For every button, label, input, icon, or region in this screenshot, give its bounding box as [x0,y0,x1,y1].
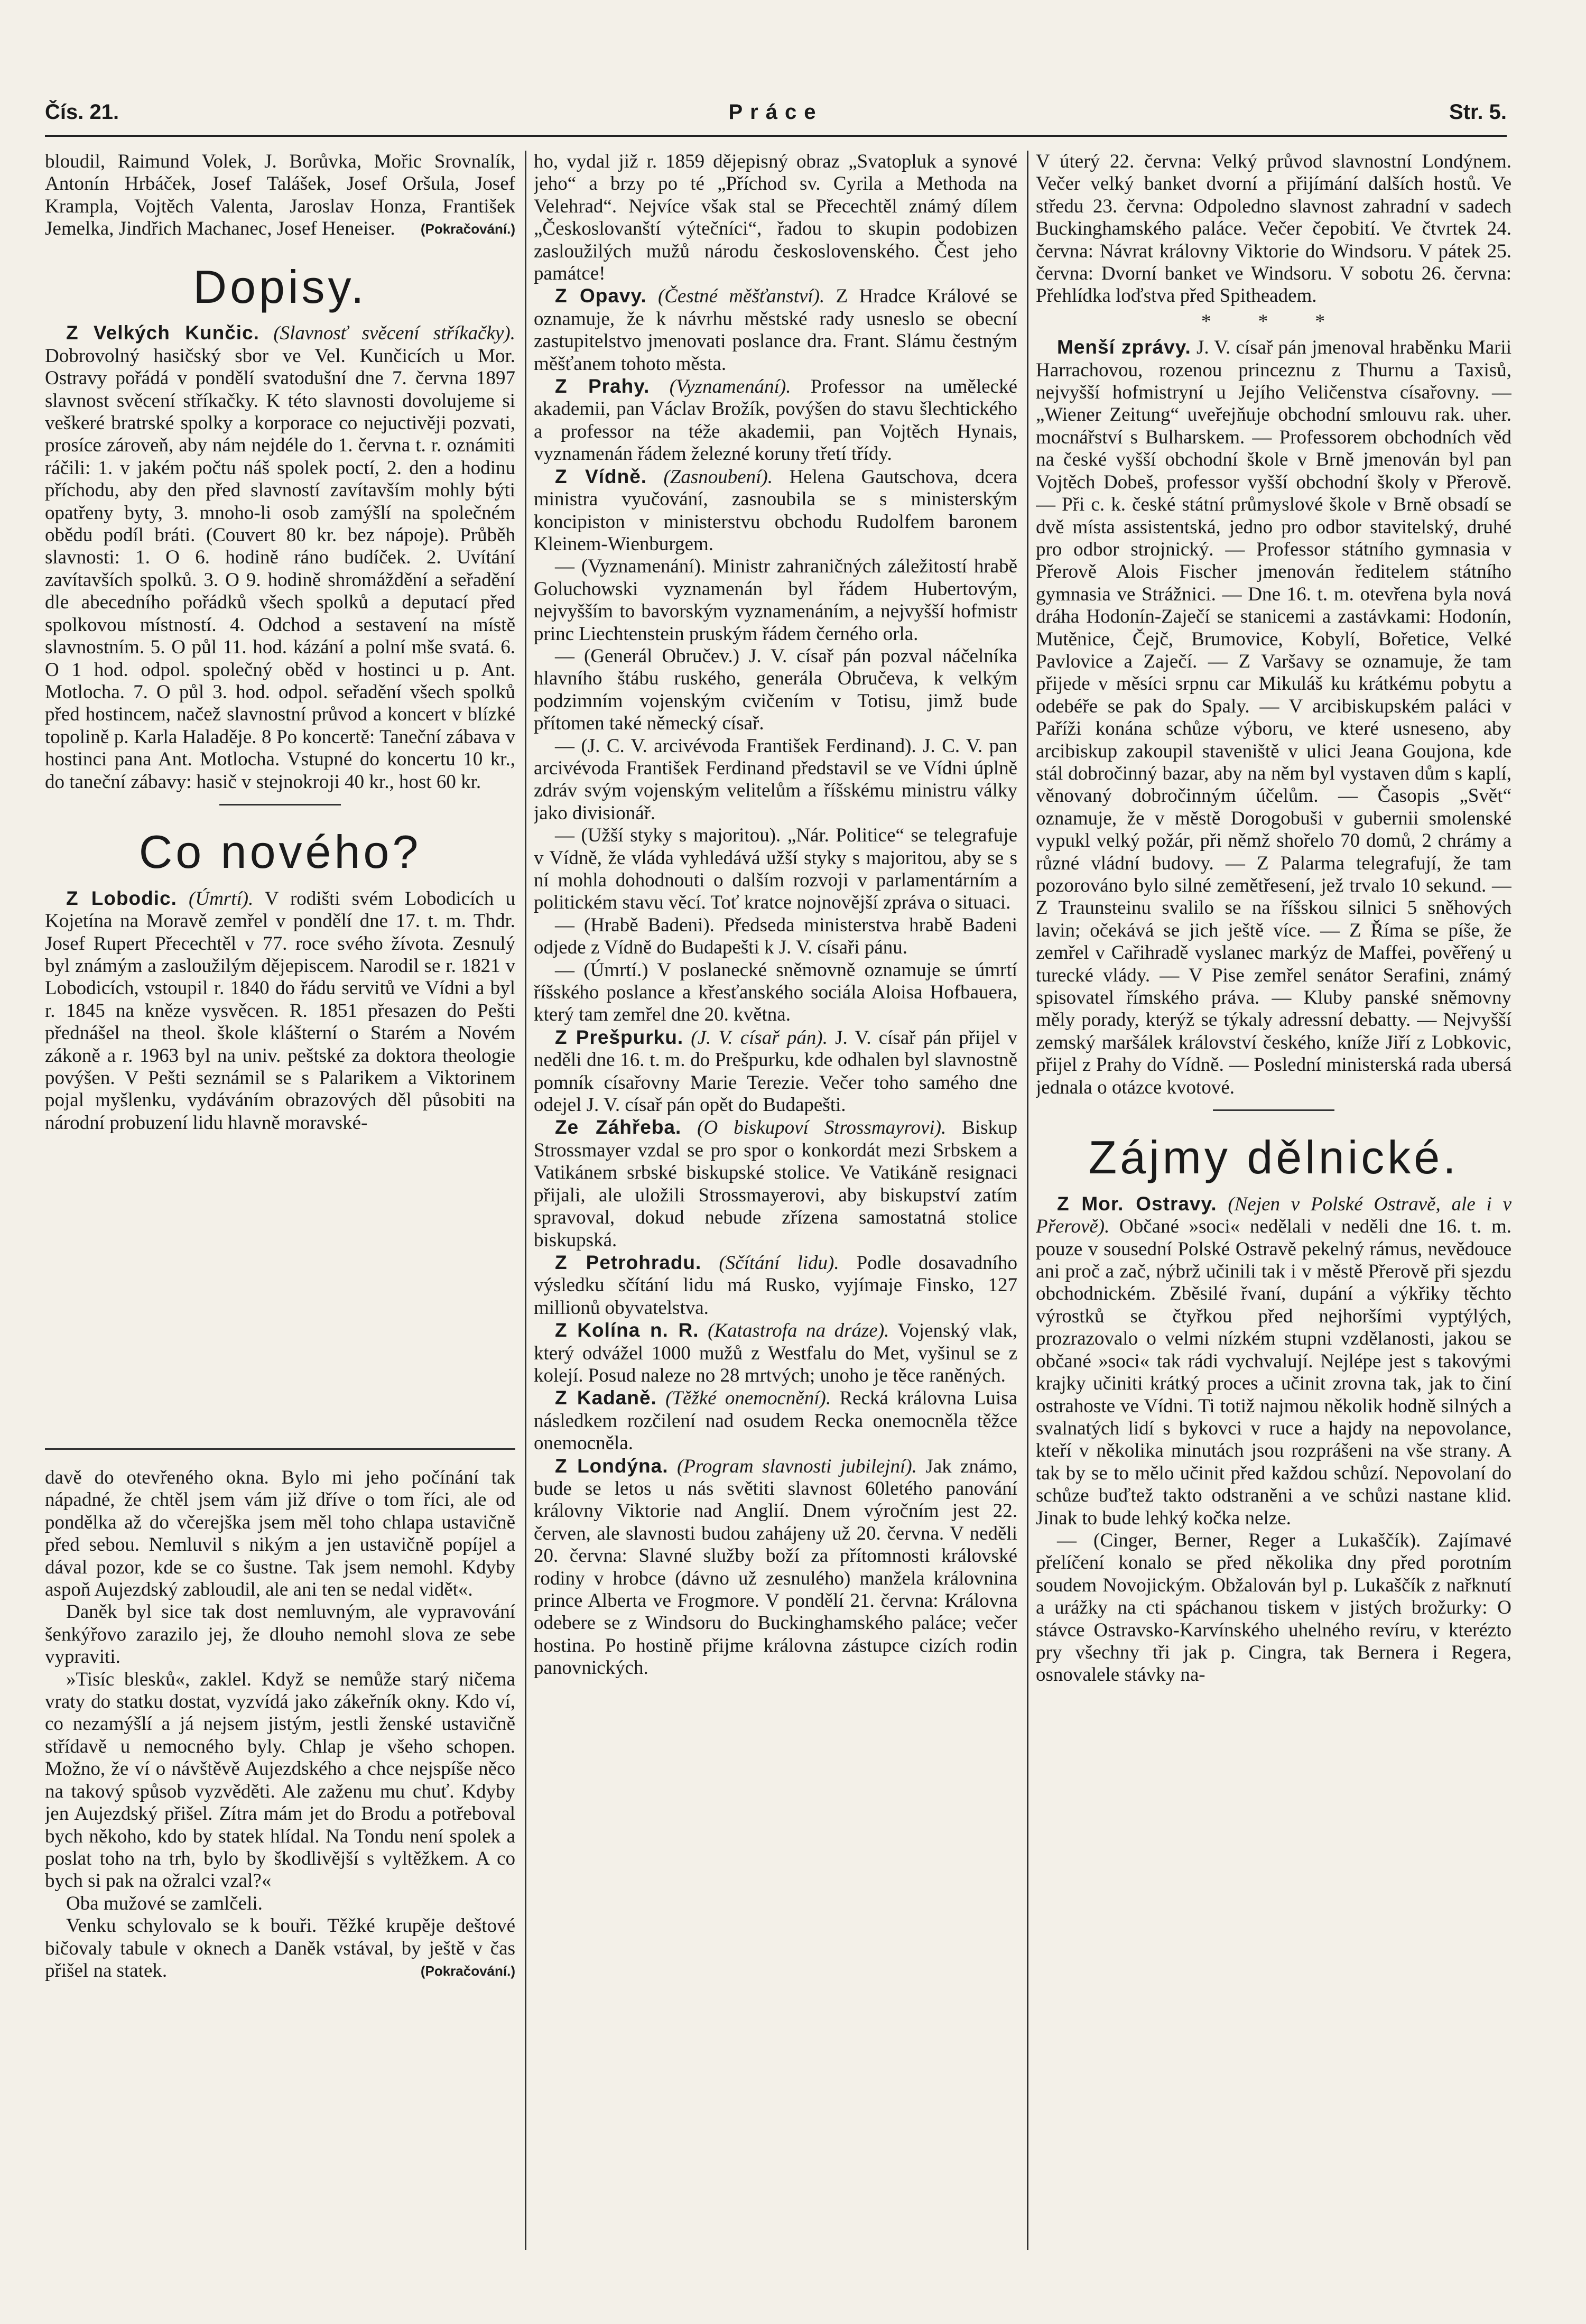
section-rule [1213,1109,1334,1111]
article-paragraph: — (Užší styky s majoritou). „Nár. Politice“ se telegrafuje v Vídně, že vláda vyhledává užší styky s majoritou, aby se s ní mohla dohodnouti o dalším rozvoji v parlamentárním a politickém stavu věcí. Toť kratce nojnovější zpráva o situaci. [534,825,1017,914]
issue-number: Čís. 21. [45,100,119,124]
article-subtitle: (O biskupoví Strossmayrovi). [697,1117,947,1139]
article-lead: Z Mor. Ostravy. [1057,1192,1217,1215]
story-paragraph: davě do otevřeného okna. Bylo mi jeho počínání tak nápadné, že chtěl jsem vám již dříve o tom říci, ale od pondělka až do včerejška jsem měl toho chlapa ustavičně před sebou. Nemluvil s nikým a jen ustavičně popíjel a dával pozor, kde se co šustne. Tak jsem nemohl. Kdyby aspoň Aujezdský zabloudil, ale ani ten se nedal vidět«. [45,1467,515,1601]
page-number: Str. 5. [1449,100,1507,124]
header-rule [45,135,1507,137]
article-paragraph: bloudil, Raimund Volek, J. Borůvka, Mořic Srovnalík, Antonín Hrbáček, Josef Talášek, Josef Oršula, Josef Krampla, Vojtěch Valenta, Jaroslav Honza, František Jemelka, Jindřich Machanec, Josef Heneiser. (Pokračování.) [45,151,515,240]
article-lead: Z Petrohradu. [555,1251,702,1273]
article-subtitle: (Úmrtí). [189,887,254,910]
article-subtitle: (Sčítání lidu). [719,1252,839,1274]
article-paragraph: Z Opavy. (Čestné měšťanství). Z Hradce Králové se oznamuje, že k návrhu městské rady usneslo se obecní zastupitelstvo jmenovati poslance dra. Frant. Slámu čestným měšťanem tohoto města. [534,285,1017,375]
column-divider [1027,151,1028,2250]
article-paragraph: Ze Záhřeba. (O biskupoví Strossmayrovi). Biskup Strossmayer vzdal se pro spor o konkordát mezi Srbskem a Vatikánem srbské biskupské stolice. Ve Vatikáně resignaci přijali, ale uložili Strossmayerovi, aby biskupství zatím spravoval, dokud nebude zřízena samostatná stolice biskupská. [534,1116,1017,1251]
article-paragraph: Z Petrohradu. (Sčítání lidu). Podle dosavadního výsledku sčítání lidu má Rusko, vyjímaje Finsko, 127 millionů obyvatelstva. [534,1251,1017,1319]
article-paragraph: — (Hrabě Badeni). Předseda ministerstva hrabě Badeni odjede z Vídně do Budapešti k J. V. císaři pánu. [534,914,1017,959]
article-paragraph: Z Kadaně. (Těžké onemocnění). Recká královna Luisa následkem rozčilení nad osudem Recka onemocněla těžce onemocněla. [534,1387,1017,1455]
article-lead: Z Prahy. [555,375,650,397]
column-3 [1036,151,1511,2250]
article-paragraph: Z Velkých Kunčic. (Slavnosť svěcení stříkačky). Dobrovolný hasičský sbor ve Vel. Kunčicích u Mor. Ostravy pořádá v pondělí svatodušní dne 7. června 1897 slavnost svěcení stříkačky. K této slavnosti dovolujeme si veškeré bratrské spolky a korporace co nejuctivěji pozvati, prosíce zároveň, aby nám nejdéle do 1. června t. r. oznámiti ráčili: 1. v jakém počtu náš spolek poctí, 2. den a hodinu příchodu, aby den před slavností zavítavším mohly býti opatřeny byty, 3. mnoho-li osob zamýšlí na společném obědu podíl bráti. (Couvert 80 kr. bez nápoje). Průběh slavnosti: 1. O 6. hodině ráno budíček. 2. Uvítání zavítavších spolků. 3. O 9. hodině shromáždění a seřadění dle abecedního pořádků všech spolků a deputací před spolkovou místností. 4. Odchod a sestavení na místě slavnostním. 5. O půl 11. hod. kázání a polní mše svatá. 6. O 1 hod. odpol. společný oběd v hostinci u p. Ant. Motlocha. 7. O půl 3. hod. odpol. seřadění všech spolků před hostincem, načež slavnostní průvod a koncert v blízké topolině p. Karla Haladěje. 8 Po koncertě: Taneční zábava v hostinci pana Ant. Motlocha. Vstupné do koncertu 10 kr., do taneční zábavy: hasič v stejnokroji 40 kr., host 60 kr. [45,322,515,793]
feuilleton [45,1467,515,1982]
article-paragraph: — (Vyznamenání). Ministr zahraničných záležitostí hrabě Goluchowski vyznamenán byl řádem Hubertovým, nejvyšším to bavorským vyznamenáním, a nejvyšší hofmistr princ Liechtenstein pruským řádem černého orla. [534,555,1017,645]
article-paragraph: — (Úmrtí.) V poslanecké sněmovně oznamuje se úmrtí říšského poslance a křesťanského sociála Aloisa Hofbauera, který tam zemřel dne 20. května. [534,959,1017,1026]
story-paragraph: Daněk byl sice tak dost nemluvným, ale vypravování šenkýřovo zarazilo jej, že dlouho nemohl slova ze sebe vypraviti. [45,1601,515,1668]
article-paragraph: — (J. C. V. arcivévoda František Ferdinand). J. C. V. pan arcivévoda František Ferdinand představil se ve Vídni úplně zdráv svým vojenským velitelům a říšskému ministru války jako divisionář. [534,735,1017,824]
continuation-note: (Pokračování.) [420,1962,515,1979]
section-heading-zajmy: Zájmy dělnické. [1088,1131,1459,1184]
article-subtitle: (Nejen v Polské Ostravě, ale i v Přerově). [1036,1193,1511,1238]
column-1 [45,151,515,2250]
article-lead: Z Kolína n. R. [555,1319,699,1341]
article-paragraph: ho, vydal již r. 1859 dějepisný obraz „Svatopluk a synové jeho“ a brzy po té „Příchod sv. Cyrila a Methoda na Velehrad“. Nejvíce však stal se Přecechtěl známý dílem „Českoslovanští výtečníci“, řadou to skupin podobizen zasloužilých mužů národu československého. Čest jeho památce! [534,151,1017,285]
article-subtitle: (Program slavnosti jubilejní). [676,1455,917,1477]
column-2 [534,151,1017,2250]
article-lead: Z Prešpurku. [555,1026,684,1048]
continuation-note: (Pokračování.) [420,221,515,237]
article-paragraph: Z Lobodic. (Úmrtí). V rodišti svém Lobodicích u Kojetína na Moravě zemřel v pondělí dne 17. t. m. Thdr. Josef Rupert Přecechtěl v 77. roce svého žívota. Zesnulý byl známým a zasloužilým dějepiscem. Narodil se r. 1821 v Lobodicích, vstoupil r. 1840 do řádu servitů ve Vídni a byl r. 1845 na kněze vysvěcen. R. 1851 přesazen do Pešti přednášel na theol. škole klášterní o Starém a Novém zákoně a r. 1963 byl na univ. peštské za doktora theologie povýšen. V Pešti seznámil se s Palarikem a Viktorinem pojal myšlenku, vydáváním obrazových děl působiti na národní probuzení lidu hlavně moravské- [45,887,515,1134]
article-paragraph: Z Mor. Ostravy. (Nejen v Polské Ostravě, ale i v Přerově). Občané »soci« nedělali v neděli dne 16. t. m. pouze v sousední Polské Ostravě pekelný rámus, nevědouce ani proč a zač, nýbrž učinili tak i v městě Přerově při sjezdu obchodnickém. Zběsilé řvaní, dupání a výkřiky těchto výrostků se čtyřkou před nejhoršími vyptýlých, prozrazovalo o velmi nízkém stupni vzdělanosti, jakou se občané »soci« tak rádi vychvalují. Nejlépe jest s takovými krajky učiniti krátký proces a učinit zrovna tak, jak to činí ostrahoste ve Vídni. Ti totiž najmou několik hodně silných a svalnatých lidí s bykovci v ruce a hajdy na nepovolance, kteří v několika minutách jsou rozprášeni na vše strany. A tak by se to mělo učinit před každou schůzí. Nepovolaní do schůze buďtež takto odstraněni a ve schůzi nastane klid. Jinak to bude lehký kočka nelze. [1036,1192,1511,1529]
article-paragraph: Z Prahy. (Vyznamenání). Professor na umělecké akademii, pan Václav Brožík, povýšen do stavu šlechtického a professor na téže akademii, pan Vojtěch Hynais, vyznamenán řádem železné koruny třetí třídy. [534,375,1017,465]
section-rule [219,804,341,805]
story-paragraph: Oba mužové se zamlčeli. [66,1892,263,1914]
article-paragraph: — (Generál Obručev.) J. V. císař pán pozval náčelníka hlavního štábu ruského, generála Obručeva, k velkým podzimním vojenským cvičením v Totisu, jimž bude přítomen také německý císař. [534,645,1017,735]
article-subtitle: (Čestné měšťanství). [657,285,825,308]
asterism: * * * [1201,310,1346,332]
section-heading-dopisy: Dopisy. [193,260,367,313]
article-paragraph: — (Cinger, Berner, Reger a Lukaščík). Zajímavé přelíčení konalo se před několika dny před porotním soudem Novojickým. Obžalován byl p. Lukaščík z nařknutí a urážky na cti spáchanou tiskem v jistých brožurky: O stávce Ostravsko-Karvínského uhelného revíru, v kterézto pry všechny tři jak p. Cingra, tak Bernera i Regera, osnovalele stávky na- [1036,1529,1511,1686]
article-subtitle: (Zasnoubení). [663,466,773,488]
article-subtitle: (Slavnosť svěcení stříkačky). [273,322,515,345]
article-lead: Z Vídně. [555,465,647,487]
article-lead: Z Lobodic. [66,887,177,909]
article-lead: Z Kadaně. [555,1387,657,1409]
article-lead: Z Velkých Kunčic. [66,322,259,344]
article-paragraph: Menší zprávy. J. V. císař pán jmenoval hraběnku Marii Harrachovou, rozenou princeznu z Thurnu a Taxisů, nejvyšší hofmistryní u Jejího Veličenstva císařovny. — „Wiener Zeitung“ uveřejňuje obchodní smlouvu rak. uher. mocnářství s Bulharskem. — Professorem obchodních věd na české vyšší obchodní škole v Brně jmenován byl pan Vojtěch Dobeš, professor vyšší obchodní školy v Přerově. — Při c. k. české státní průmyslové škole v Brně obsadí se dvě místa assistentská, jedno pro odbor stavitelský, druhé pro odbor strojnický. — Professor státního gymnasia v Přerově Alois Fischer jmenován ředitelem státního gymnasia ve Strážnici. — Dne 16. t. m. otevřena byla nová dráha Hodonín-Zaječí se stanicemi a zastávkami: Hodonín, Mutěnice, Čejč, Brumovice, Kobylí, Bořetice, Velké Pavlovice a Zaječí. — Z Varšavy se oznamuje, že tam přijede v měsíci srpnu car Mikuláš ku krátkému pobytu a odebéře se pak do Spaly. — V arcibiskupském paláci v Paříži konána schůze výboru, ve které usneseno, aby arcibiskup zakoupil staveniště v ulici Jeana Goujona, kde stál dobročinný bazar, aby na něm byl vystaven dům s kaplí, věnovaný dobročinným účelům. — Časopis „Svět“ oznamuje, že v městě Dorogobuši v gubernii smolenské vypukl velký požár, při němž shořelo 70 domů, 2 chrámy a různé vládní budovy. — Z Palarma telegrafují, že tam pozorováno bylo silné zemětřesení, jež trvalo 10 sekund. — Z Traunsteinu svalilo se na říšskou silnici 5 sněhových lavin; očekává se jich ještě více. — Z Říma se píše, že zemřel v Cařihradě vyslanec markýz de Maffei, pověřený u turecké vlády. — V Pise zemřel senátor Serafini, známý spisovatel římského práva. — Kluby panské sněmovny měly porady, kterýž se týkaly adressní debatty. — Nejvyšší zemský maršálek království českého, kníže Jiří z Lobkovic, přijel z Prahy do Vídně. — Poslední ministerská rada ubersá jednala o otázce kvotové. [1036,336,1511,1098]
article-subtitle: (Vyznamenání). [669,376,791,398]
article-subtitle: (Katastrofa na dráze). [708,1320,889,1342]
article-paragraph: Z Vídně. (Zasnoubení). Helena Gautschova, dcera ministra vyučování, zasnoubila se s ministerským koncipiston v ministerstvu obchodu Rudolfem baronem Kleinem-Wienburgem. [534,465,1017,555]
story-paragraph: »Tisíc blesků«, zaklel. Když se nemůže starý ničema vraty do statku dostat, vyzvídá jako zákeřník okny. Kdo ví, co nezamýšlí a já nejsem jistým, jestli ženské ustavičně střídavě u nemocného byly. Chlap je všeho schopen. Možno, že ví o návštěvě Aujezdského a chce nejspíše něco na takový spůsob vyzvěděti. Ale zaženu mu chuť. Kdyby jen Aujezdský přišel. Zítra mám jet do Brodu a potřeboval bych někoho, kdo by statek hlídal. Na Tondu není spolek a poslat toho na trh, bylo by škodlivější s vyltěžkem. A co bych si pak na ožralci vzal?« [45,1668,515,1892]
article-subtitle: (J. V. císař pán). [691,1026,828,1049]
article-subtitle: (Těžké onemocnění). [665,1387,831,1410]
article-lead: Menší zprávy. [1057,336,1191,358]
feuilleton-rule [45,1448,515,1450]
article-lead: Z Londýna. [555,1455,669,1477]
article-lead: Z Opavy. [555,285,647,307]
article-paragraph: Z Prešpurku. (J. V. císař pán). J. V. císař pán přijel v neděli dne 16. t. m. do Prešpurku, kde odhalen byl slavnostně pomník císařovny Marie Terezie. Večer toho samého dne odejel J. V. císař pán opět do Budapešti. [534,1026,1017,1116]
article-paragraph: Z Kolína n. R. (Katastrofa na dráze). Vojenský vlak, který odvážel 1000 mužů z Westfalu do Met, vyšinul se z kolejí. Posud naleze no 28 mrtvých; unoho je těce raněných. [534,1319,1017,1386]
column-divider [525,151,526,2250]
article-lead: Ze Záhřeba. [555,1116,682,1138]
newspaper-title: Práce [728,100,823,124]
section-heading-co-noveho: Co nového? [138,825,422,878]
article-paragraph: Z Londýna. (Program slavnosti jubilejní). Jak známo, bude se letos u nás světiti slavnost 60letého panování královny Viktorie nad Anglií. Dnem výročním jest 22. červen, ale slavnosti budou zahájeny už 20. června. V neděli 20. června: Slavné služby boží za přítomnosti královské rodiny v hrobce (dávno už zesnulého) manžela královnina prince Alberta ve Frogmore. V pondělí 21. června: Královna odebere se z Windsoru do Buckinghamského paláce; večer hostina. Po hostině přijme královna zástupce cizích rodin panovnických. [534,1455,1017,1679]
page-header [45,100,1507,132]
article-paragraph: V úterý 22. června: Velký průvod slavnostní Londýnem. Večer velký banket dvorní a přijímání dalších hostů. Ve středu 23. června: Odpoledno slavnost zahradní v sadech Buckinghamského paláce. Večer čepobití. Ve čtvrtek 24. června: Návrat královny Viktorie do Windsoru. V pátek 25. června: Dvorní banket ve Windsoru. V sobotu 26. června: Přehlídka loďstva před Spitheadem. [1036,151,1511,307]
story-paragraph: Venku schylovalo se k bouři. Těžké krupěje deštové bičovaly tabule v oknech a Daněk vstával, by ještě v čas přišel na statek. (Pokračování.) [45,1915,515,1982]
